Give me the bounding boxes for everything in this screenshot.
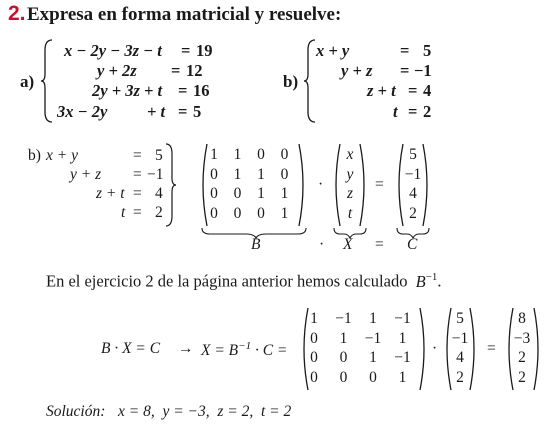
system-b-row-4-right: 2 (423, 102, 432, 121)
vector-c-right-paren-icon (421, 142, 433, 228)
system-b-row-4-eq: = (408, 102, 418, 121)
matrix-b-cell: 1 (210, 146, 218, 163)
label-eq: = (375, 236, 384, 253)
system-b-row-2-eq: = (400, 61, 410, 80)
matrix-binv-right-paren-icon (418, 306, 430, 392)
solution-b-row-2-right: −1 (147, 166, 164, 183)
system-b-row-1-left: x + y (316, 41, 350, 60)
matrix-b-cell: 1 (233, 146, 242, 163)
vector-c-cell: 5 (409, 146, 417, 163)
system-a-row-2-eq: = (171, 61, 181, 80)
matrix-b-right-paren-icon (297, 142, 309, 228)
matrix-binv-cell: 1 (398, 368, 407, 386)
note-math-b: B (415, 271, 426, 291)
system-a-row-3-eq: = (178, 81, 188, 100)
solution-b-row-3-eq: = (133, 185, 142, 202)
vector-c-cell: 2 (409, 204, 417, 222)
solution-label: Solución: (46, 403, 106, 420)
system-a-row-2-left: y + 2z (97, 61, 137, 80)
matrix-b-cell: 1 (257, 185, 265, 202)
system-a-row-4-left: 3x − 2y (57, 102, 108, 121)
system-a-row-3-right: 16 (193, 81, 210, 100)
note-text: En el ejercicio 2 de la página anterior hemos calculado (46, 271, 408, 291)
matrix-b-cell: 0 (233, 185, 242, 202)
vector-c-cell: −1 (404, 165, 422, 183)
matrix-binv-cell: 0 (310, 329, 318, 347)
system-a-row-1-left: x − 2y − 3z − t (64, 41, 162, 60)
vector-x-cell: z (346, 185, 354, 202)
solution-b-row-4-left: t (121, 204, 126, 221)
matrix-binv-cell: 1 (369, 349, 377, 366)
computation-arrow-icon: → (178, 340, 194, 357)
solution-b-row-4-eq: = (133, 204, 142, 221)
matrix-b-cell: 0 (210, 204, 218, 222)
matrix-b-cell: 0 (210, 185, 218, 202)
matrix-binv-cell: 0 (339, 368, 348, 386)
system-a-row-4-eq: = (178, 102, 188, 121)
note-end: . (437, 271, 442, 291)
solution-text: x = 8, y = −3, z = 2, t = 2 (118, 403, 292, 420)
system-a-row-3-left: 2y + 3z + t (92, 81, 163, 100)
system-a-row-4-mid: + t (147, 102, 166, 121)
label-c: C (407, 236, 418, 253)
result-vector-cell: −3 (513, 329, 531, 347)
matrix-b-cell: 1 (280, 204, 289, 222)
computation-lhs: B · X = C (101, 340, 161, 357)
matrix-binv-cell: −1 (394, 310, 411, 327)
system-a-row-1-eq: = (181, 41, 191, 60)
computation-expr (201, 340, 287, 360)
matrix-b-cell: 0 (233, 204, 242, 222)
matrix-binv-cell: 0 (369, 368, 377, 386)
computation-vector-c-cell: −1 (451, 329, 469, 347)
result-vector-cell: 2 (518, 349, 526, 366)
label-dot: · (319, 236, 325, 253)
system-a-row-1-right: 19 (196, 41, 213, 60)
system-b-row-2-left: y + z (341, 61, 373, 80)
system-a-row-4-right: 5 (193, 102, 202, 121)
solution-b-row-4-right: 2 (155, 204, 163, 221)
system-b-row-3-right: 4 (423, 81, 432, 100)
system-a-brace-icon (40, 38, 54, 124)
matrix-binv-cell: 1 (369, 310, 377, 327)
note-math-sup: −1 (425, 271, 438, 283)
system-a-label: a) (20, 72, 35, 91)
result-vector-cell: 8 (518, 310, 526, 327)
matrix-binv-cell: 0 (339, 349, 348, 366)
computation-vector-c-cell: 4 (456, 349, 464, 366)
matrix-b-cell: 0 (257, 146, 265, 163)
matrix-b-cell: 1 (233, 165, 242, 183)
matrix-b-cell: 0 (257, 204, 265, 222)
vector-x-cell: y (346, 165, 354, 183)
solution-b-label: b) (28, 147, 41, 164)
solution-b-row-1-eq: = (133, 147, 142, 164)
solution-b-row-3-right: 4 (155, 185, 163, 202)
computation-expr-start: X = B (201, 342, 239, 360)
matrix-b-cell: 0 (280, 146, 289, 163)
matrix-binv-cell: 1 (310, 310, 318, 327)
vector-x-right-paren-icon (358, 142, 370, 228)
computation-vector-c-cell: 5 (456, 310, 464, 327)
system-b-row-3-left: z + t (367, 81, 396, 100)
matrix-b-cell: 0 (280, 165, 289, 183)
solution-b-row-2-eq: = (133, 166, 142, 183)
matrix-binv-cell: −1 (335, 310, 352, 327)
matrix-equals: = (375, 176, 384, 193)
solution-b-row-3-left: z + t (96, 185, 125, 202)
matrix-binv-cell: 0 (310, 368, 318, 386)
result-vector-cell: 2 (518, 368, 526, 386)
computation-dot: · (432, 340, 438, 357)
matrix-binv-cell: −1 (394, 349, 411, 366)
exercise-title: Expresa en forma matricial y resuelve: (27, 4, 342, 25)
label-x: X (343, 236, 353, 253)
matrix-binv-cell: 1 (339, 329, 348, 347)
system-b-row-1-eq: = (400, 41, 410, 60)
matrix-b-cell: 1 (280, 185, 289, 202)
system-b-row-3-eq: = (408, 81, 418, 100)
computation-c-right-paren-icon (468, 306, 480, 392)
solution-b-brace-icon (164, 142, 178, 228)
matrix-b-cell: 1 (257, 165, 265, 183)
computation-equals: = (487, 340, 496, 357)
vector-x-cell: x (346, 146, 354, 163)
note-line (46, 271, 442, 292)
system-b-row-1-right: 5 (423, 41, 432, 60)
under-braces (200, 226, 434, 240)
system-b-row-2-right: −1 (414, 61, 432, 80)
label-b: B (251, 236, 261, 253)
result-right-paren-icon (532, 306, 544, 392)
system-b-row-4-left: t (393, 102, 398, 121)
computation-expr-sup: −1 (238, 340, 252, 352)
system-a-row-2-right: 12 (186, 61, 203, 80)
exercise-number: 2. (8, 2, 26, 25)
solution-b-row-1-right: 5 (155, 147, 163, 164)
matrix-binv-cell: −1 (364, 329, 382, 347)
computation-vector-c-cell: 2 (456, 368, 464, 386)
vector-x-cell: t (347, 204, 353, 222)
system-b-label: b) (283, 72, 299, 91)
vector-c-cell: 4 (409, 185, 417, 202)
matrix-binv-cell: 0 (310, 349, 318, 366)
solution-b-row-1-left: x + y (46, 147, 78, 164)
matrix-binv-cell: 1 (398, 329, 407, 347)
computation-expr-end: · C = (251, 342, 288, 360)
solution-b-row-2-left: y + z (70, 166, 102, 183)
matrix-b-cell: 0 (210, 165, 218, 183)
system-b-brace-icon (303, 38, 317, 124)
matrix-dot: · (318, 176, 324, 193)
